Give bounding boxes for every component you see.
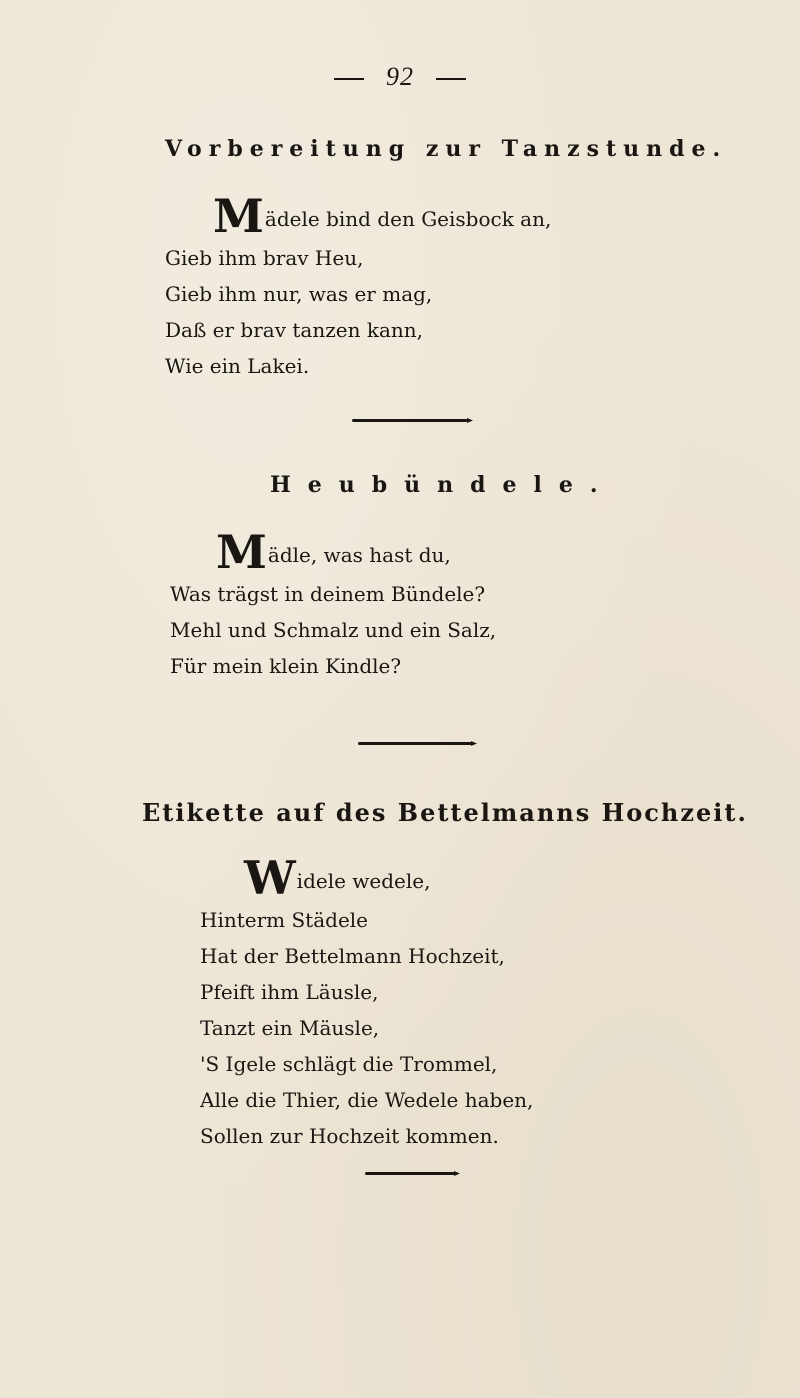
poem-line: 'S Igele schlägt die Trommel, bbox=[200, 1052, 498, 1076]
poem-etikette bbox=[200, 851, 534, 1154]
poem-heubuendele bbox=[170, 525, 497, 684]
poem-title-etikette: Etikette auf des Bettelmanns Hochzeit. bbox=[142, 798, 748, 827]
poem-first-line bbox=[170, 525, 496, 579]
poem-vorbereitung bbox=[165, 189, 552, 384]
poem-line: Gieb ihm nur, was er mag, bbox=[165, 282, 433, 306]
poem-line: Wie ein Lakei. bbox=[165, 354, 310, 378]
first-line-text: ädle, was hast du, bbox=[267, 543, 451, 567]
poem-line: Pfeift ihm Läusle, bbox=[200, 980, 379, 1004]
poem-line: Mehl und Schmalz und ein Salz, bbox=[170, 618, 497, 642]
first-line-text: idele wedele, bbox=[296, 869, 431, 893]
drop-initial: M bbox=[213, 189, 264, 243]
poem-line: Tanzt ein Mäusle, bbox=[200, 1016, 380, 1040]
poem-line: Alle die Thier, die Wedele haben, bbox=[200, 1088, 534, 1112]
section-divider bbox=[358, 742, 472, 745]
poem-line: Hat der Bettelmann Hochzeit, bbox=[200, 944, 505, 968]
poem-line: Sollen zur Hochzeit kommen. bbox=[200, 1124, 499, 1148]
page-number-value: 92 bbox=[386, 62, 414, 91]
section-divider bbox=[352, 419, 468, 422]
poem-line: Für mein klein Kindle? bbox=[170, 654, 402, 678]
drop-initial: M bbox=[216, 525, 267, 579]
poem-line: Daß er brav tanzen kann, bbox=[165, 318, 423, 342]
poem-first-line bbox=[200, 851, 533, 905]
page-number-dash-right bbox=[436, 78, 466, 80]
section-divider bbox=[365, 1172, 455, 1175]
page-number bbox=[0, 62, 800, 92]
poem-title-heubuendele: Heubündele. bbox=[270, 472, 615, 498]
poem-title-vorbereitung: Vorbereitung zur Tanzstunde. bbox=[165, 136, 728, 162]
page-number-dash-left bbox=[334, 78, 364, 80]
drop-initial: W bbox=[244, 851, 296, 905]
poem-first-line bbox=[165, 189, 552, 243]
poem-line: Gieb ihm brav Heu, bbox=[165, 246, 364, 270]
poem-line: Was trägst in deinem Bündele? bbox=[170, 582, 486, 606]
first-line-text: ädele bind den Geisbock an, bbox=[264, 207, 552, 231]
poem-line: Hinterm Städele bbox=[200, 908, 369, 932]
